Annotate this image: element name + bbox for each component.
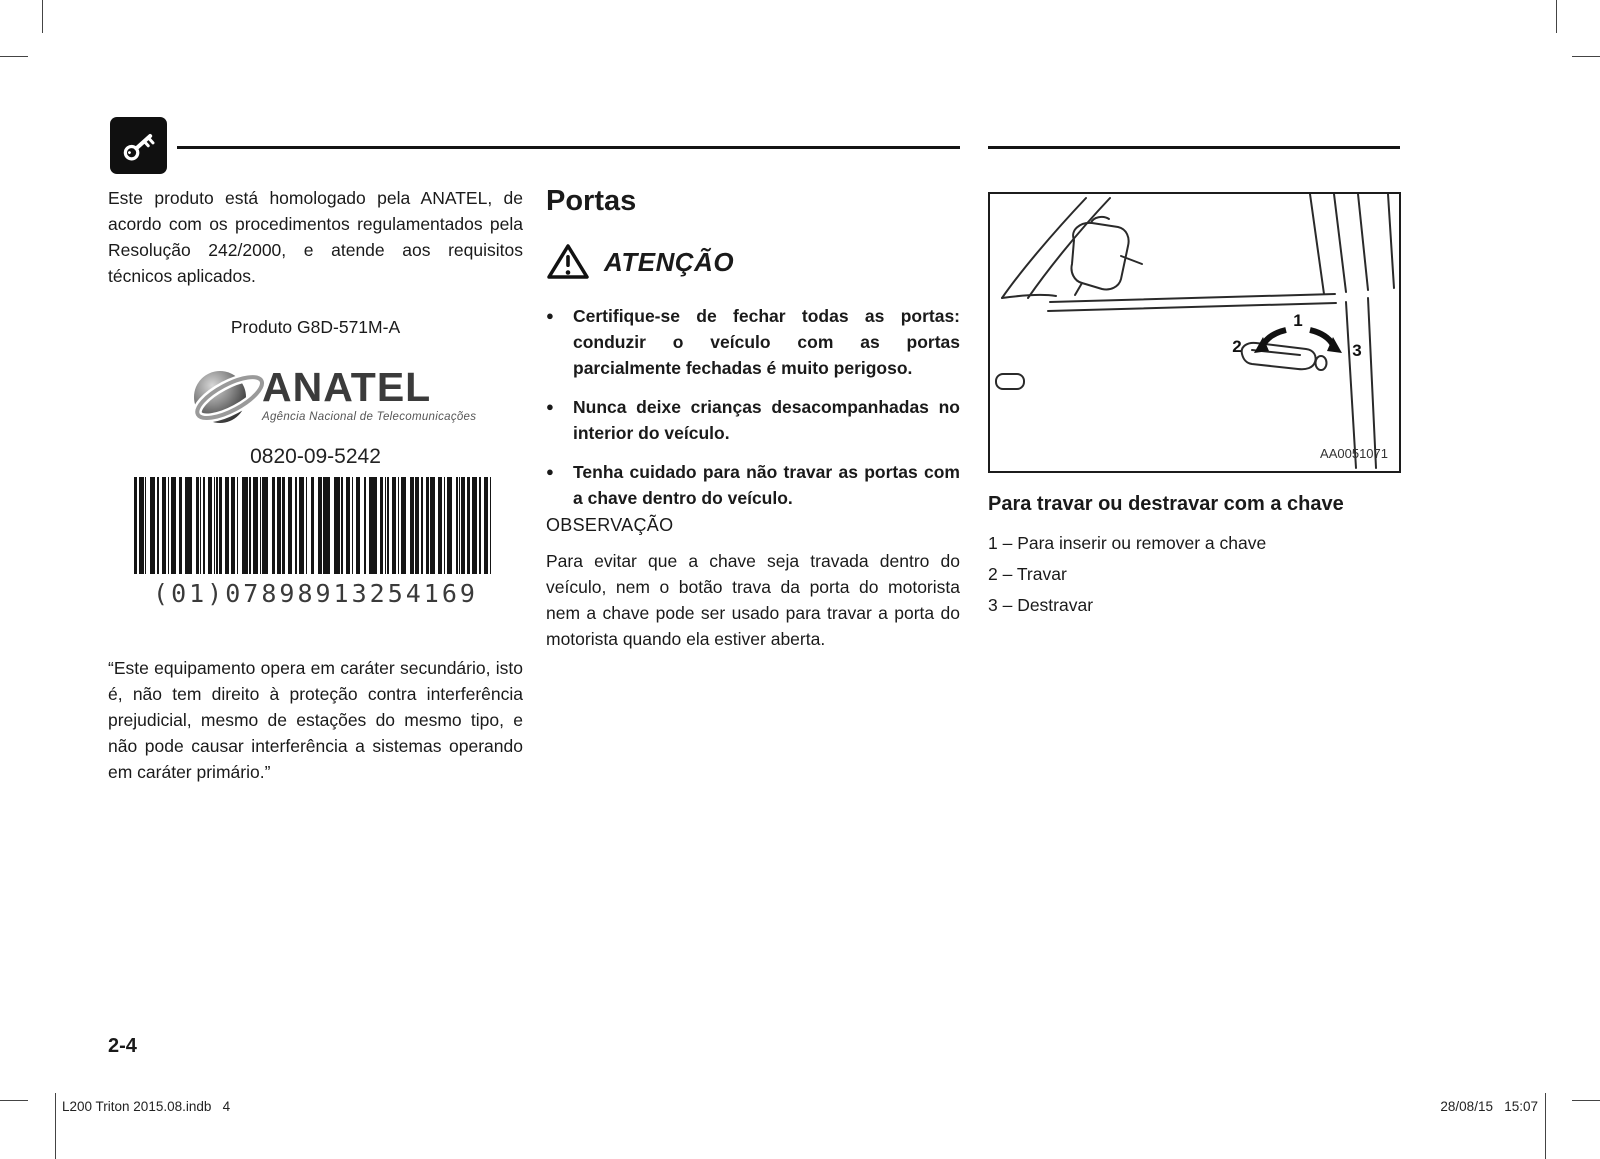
bullet-text: Nunca deixe crianças desacompanhadas no interior do veículo. [573,397,960,443]
crop-mark-bottom-left-h [0,1100,28,1101]
section-title: Portas [546,185,637,217]
subsection-heading: Para travar ou destravar com a chave [988,493,1344,515]
barcode-digits: (01)07898913254169 [153,579,478,608]
key-icon [110,117,167,174]
warning-title: ATENÇÃO [604,246,735,277]
warning-header [546,243,734,281]
right-column [988,192,1401,652]
crop-mark-bottom-right-v [1545,1093,1546,1159]
list-item [546,394,960,446]
section-rule-right [988,146,1400,149]
secondary-operation-quote: “Este equipamento opera em caráter secundário, isto é, não tem direito à proteção contra interferência prejudicial, mesmo de estações do mesmo tipo, e não pode causar interferência a sistemas operando em caráter primário.” [108,658,523,782]
anatel-logo [186,355,476,435]
crop-mark-top-left-v [42,0,43,33]
footer-timestamp: 28/08/15 15:07 [1440,1099,1538,1114]
warning-triangle-icon [546,243,590,281]
bullet-text: Certifique-se de fechar todas as portas: conduzir o veículo com as portas parcialmente fechadas é muito perigoso. [573,306,960,378]
anatel-subtitle: Agência Nacional de Telecomunicações [262,411,477,423]
page-number: 2-4 [108,1035,137,1057]
bullet-icon: ● [546,308,554,323]
figure-label-3: 3 [1352,341,1362,360]
legend-item: 3 – Destravar [988,595,1094,615]
door-key-figure [988,192,1401,473]
list-item [546,303,960,381]
barcode [134,477,492,574]
bullet-icon: ● [546,464,554,479]
figure-label-2: 2 [1232,337,1242,356]
bullet-icon: ● [546,399,554,414]
legend-item: 2 – Travar [988,564,1067,584]
crop-mark-bottom-left-v [55,1093,56,1159]
key-turn-arrows [1254,330,1342,353]
figure-code: AA0051071 [1320,446,1388,461]
anatel-globe-icon [186,355,266,435]
figure-label-1: 1 [1293,311,1303,330]
note-paragraph: Para evitar que a chave seja travada dentro do veículo, nem o botão trava da porta do motorista nem a chave pode ser usado para travar a porta do motorista quando ela estiver aberta. [546,551,960,649]
middle-column [546,185,960,705]
legend-list [988,532,1401,625]
crop-mark-top-left-h [0,56,28,57]
crop-mark-top-right-v [1556,0,1557,33]
list-item [546,459,960,511]
crop-mark-bottom-right-h [1572,1100,1600,1101]
warning-bullet-list [546,303,960,524]
left-column [108,185,523,825]
anatel-wordmark: ANATEL [262,364,432,410]
footer-file-info: L200 Triton 2015.08.indb 4 [62,1099,231,1114]
section-rule-left [177,146,960,149]
anatel-number: 0820-09-5242 [250,445,381,468]
homologation-paragraph: Este produto está homologado pela ANATEL, de acordo com os procedimentos regulamentados pela Resolução 242/2000, e atende aos requisitos técnicos aplicados. [108,188,523,286]
crop-mark-top-right-h [1572,56,1600,57]
legend-item: 1 – Para inserir ou remover a chave [988,533,1267,553]
bullet-text: Tenha cuidado para não travar as portas com a chave dentro do veículo. [573,462,960,508]
product-code: Produto G8D-571M-A [230,317,401,337]
note-title: OBSERVAÇÃO [546,515,674,535]
